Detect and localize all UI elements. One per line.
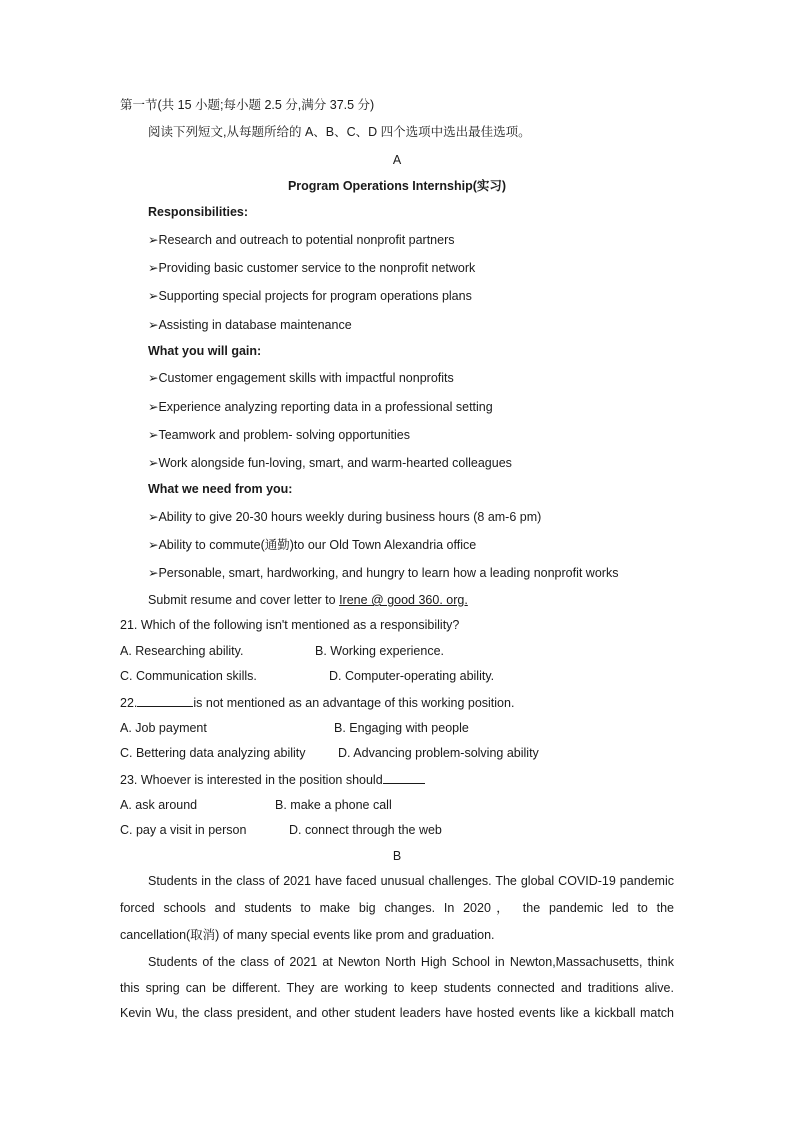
section-header: 第一节(共 15 小题;每小题 2.5 分,满分 37.5 分) bbox=[120, 98, 375, 112]
submit-email-link[interactable]: Irene @ good 360. org. bbox=[339, 593, 468, 607]
question-stem bbox=[120, 771, 425, 788]
option-b: B. Working experience. bbox=[315, 644, 444, 658]
option-b: B. make a phone call bbox=[275, 798, 392, 812]
list-item: ➢Ability to commute(通勤)to our Old Town Alexandria office bbox=[148, 538, 477, 552]
option-c: C. Communication skills. bbox=[120, 669, 257, 683]
option-d: D. Computer-operating ability. bbox=[329, 669, 495, 683]
list-item: ➢Assisting in database maintenance bbox=[148, 318, 352, 332]
option-c: C. Bettering data analyzing ability bbox=[120, 746, 306, 760]
option-d: D. connect through the web bbox=[289, 823, 442, 837]
list-item: ➢Personable, smart, hardworking, and hungry to learn how a leading nonprofit works bbox=[148, 566, 619, 580]
submit-line bbox=[148, 592, 468, 608]
option-d: D. Advancing problem-solving ability bbox=[338, 746, 539, 760]
passage-letter: B bbox=[392, 849, 402, 863]
paragraph-line: Students in the class of 2021 have faced unusual challenges. The global COVID-19 pandemic bbox=[148, 874, 674, 888]
instruction: 阅读下列短文,从每题所给的 A、B、C、D 四个选项中选出最佳选项。 bbox=[148, 125, 531, 139]
list-item: ➢Teamwork and problem- solving opportunities bbox=[148, 428, 410, 442]
question-stem bbox=[120, 694, 514, 711]
passage-letter: A bbox=[392, 153, 402, 167]
option-a: A. ask around bbox=[120, 798, 198, 812]
list-item: ➢Ability to give 20-30 hours weekly during business hours (8 am-6 pm) bbox=[148, 510, 542, 524]
answer-blank bbox=[383, 771, 425, 784]
option-a: A. Researching ability. bbox=[120, 644, 244, 658]
list-item: ➢Research and outreach to potential nonprofit partners bbox=[148, 233, 455, 247]
question-stem-rest: is not mentioned as an advantage of this working position. bbox=[193, 696, 515, 710]
question-number: 22. bbox=[120, 696, 138, 710]
responsibilities-heading: Responsibilities: bbox=[148, 205, 249, 219]
list-item: ➢Customer engagement skills with impactful nonprofits bbox=[148, 371, 454, 385]
list-item: ➢Supporting special projects for program operations plans bbox=[148, 289, 472, 303]
submit-prefix: Submit resume and cover letter to bbox=[148, 593, 340, 607]
paragraph-line: Kevin Wu, the class president, and other student leaders have hosted events like a kickball match bbox=[120, 1006, 674, 1020]
list-item: ➢Experience analyzing reporting data in a professional setting bbox=[148, 400, 493, 414]
paragraph-line: this spring can be different. They are working to keep students connected and traditions alive. bbox=[120, 981, 674, 995]
list-item: ➢Work alongside fun-loving, smart, and warm-hearted colleagues bbox=[148, 456, 512, 470]
paragraph-line: forced schools and students to make big changes. In 2020， the pandemic led to the bbox=[120, 901, 674, 915]
gain-heading: What you will gain: bbox=[148, 344, 262, 358]
answer-blank bbox=[137, 694, 193, 707]
question-stem-text: 23. Whoever is interested in the position should bbox=[120, 773, 383, 787]
paragraph-line: Students of the class of 2021 at Newton North High School in Newton,Massachusetts, think bbox=[148, 955, 674, 969]
question-stem: 21. Which of the following isn't mentioned as a responsibility? bbox=[120, 618, 460, 632]
list-item: ➢Providing basic customer service to the nonprofit network bbox=[148, 261, 476, 275]
option-a: A. Job payment bbox=[120, 721, 207, 735]
option-c: C. pay a visit in person bbox=[120, 823, 247, 837]
option-b: B. Engaging with people bbox=[334, 721, 469, 735]
need-heading: What we need from you: bbox=[148, 482, 293, 496]
passage-title: Program Operations Internship(实习) bbox=[287, 179, 507, 193]
paragraph-line: cancellation(取消) of many special events like prom and graduation. bbox=[120, 928, 495, 942]
